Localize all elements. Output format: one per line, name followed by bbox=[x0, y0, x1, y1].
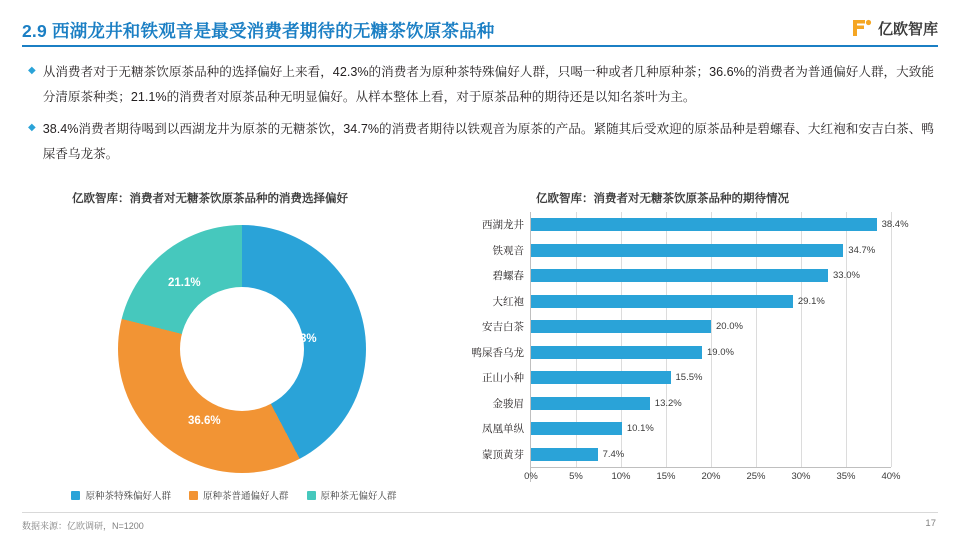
legend-swatch-icon bbox=[189, 491, 198, 500]
bar-row bbox=[482, 365, 703, 391]
grid-line bbox=[891, 212, 892, 467]
bar-value-label: 33.0% bbox=[833, 270, 860, 282]
legend-label: 原种茶特殊偏好人群 bbox=[85, 491, 171, 502]
bullet-text: 38.4%消费者期待喝到以西湖龙井为原茶的无糖茶饮，34.7%的消费者期待以铁观音为原茶的产品。紧随其后受欢迎的原茶品种是碧螺春、大红袍和安吉白茶、鸭屎香乌龙茶。 bbox=[42, 122, 934, 161]
bar bbox=[531, 218, 877, 231]
page-title: 2.9 西湖龙井和铁观音是最受消费者期待的无糖茶饮原茶品种 bbox=[22, 21, 495, 41]
page-number: 17 bbox=[925, 518, 936, 529]
footer-divider bbox=[22, 512, 938, 513]
bullet-text: 从消费者对于无糖茶饮原茶品种的选择偏好上来看，42.3%的消费者为原种茶特殊偏好人群，只喝一种或者几种原种茶；36.6%的消费者为普通偏好人群，大致能分清原茶种类；21.1%的消费者对原茶品种无明显偏好。从样本整体上看，对于原茶品种的期待还是以知名茶叶为主。 bbox=[42, 65, 934, 104]
category-label: 金骏眉 bbox=[492, 397, 524, 410]
bar-chart-title: 亿欧智库：消费者对无糖茶饮原茶品种的期待情况 bbox=[536, 193, 789, 205]
x-axis-tick-label: 5% bbox=[569, 471, 583, 482]
bar-value-label: 34.7% bbox=[848, 244, 876, 256]
bar bbox=[531, 269, 828, 282]
category-label: 鸭屎香乌龙 bbox=[471, 346, 524, 359]
donut-value-label: 21.1% bbox=[168, 277, 201, 289]
x-axis-tick-label: 0% bbox=[524, 471, 538, 482]
diamond-bullet-icon: ◆ bbox=[28, 65, 36, 76]
title-divider bbox=[22, 45, 938, 47]
category-label: 安吉白茶 bbox=[482, 321, 524, 334]
bar-row bbox=[482, 314, 743, 340]
category-label: 凤凰单纵 bbox=[482, 423, 524, 436]
bar-value-label: 15.5% bbox=[675, 372, 703, 384]
diamond-bullet-icon: ◆ bbox=[28, 122, 36, 133]
x-axis-tick-label: 10% bbox=[611, 471, 631, 482]
bar bbox=[531, 295, 793, 308]
x-axis-tick-label: 35% bbox=[836, 471, 856, 482]
bar-value-label: 13.2% bbox=[654, 397, 682, 409]
category-label: 铁观音 bbox=[492, 244, 524, 257]
category-label: 西湖龙井 bbox=[482, 219, 524, 232]
bullet-list bbox=[28, 60, 934, 174]
x-axis-tick-label: 25% bbox=[746, 471, 766, 482]
category-label: 蒙顶黄芽 bbox=[482, 448, 524, 461]
bar-row bbox=[492, 391, 682, 417]
donut-chart-title: 亿欧智库：消费者对无糖茶饮原茶品种的消费选择偏好 bbox=[72, 193, 348, 205]
donut-chart bbox=[40, 215, 440, 485]
bar bbox=[531, 371, 671, 384]
list-item bbox=[28, 117, 934, 167]
legend-label: 原种茶普通偏好人群 bbox=[202, 491, 289, 502]
logo-text: 亿欧智库 bbox=[877, 20, 938, 38]
bar bbox=[531, 397, 650, 410]
bar-row bbox=[482, 212, 909, 238]
bar bbox=[531, 244, 843, 257]
legend-item bbox=[189, 488, 289, 502]
bar-value-label: 10.1% bbox=[626, 423, 654, 435]
legend-item bbox=[307, 488, 397, 502]
brand-mark-icon bbox=[851, 17, 873, 39]
x-axis-tick-label: 20% bbox=[701, 471, 721, 482]
legend-item bbox=[71, 488, 171, 502]
category-label: 大红袍 bbox=[492, 295, 524, 308]
bar-value-label: 38.4% bbox=[881, 219, 909, 231]
x-axis-tick-label: 40% bbox=[881, 471, 901, 482]
list-item bbox=[28, 60, 934, 110]
bar-row bbox=[471, 340, 734, 366]
donut-hole bbox=[180, 287, 304, 411]
legend-label: 原种茶无偏好人群 bbox=[320, 491, 397, 502]
source-note: 数据来源：亿欧调研，N=1200 bbox=[22, 521, 144, 531]
donut-ring bbox=[118, 225, 366, 473]
bar bbox=[531, 320, 711, 333]
x-axis-tick-label: 15% bbox=[656, 471, 676, 482]
bar bbox=[531, 422, 622, 435]
x-axis bbox=[531, 467, 891, 468]
bar-row bbox=[492, 263, 860, 289]
legend-swatch-icon bbox=[307, 491, 316, 500]
bar-row bbox=[492, 238, 876, 264]
bar-chart-plot bbox=[471, 212, 909, 482]
legend-swatch-icon bbox=[71, 491, 80, 500]
category-label: 碧螺春 bbox=[492, 270, 524, 283]
bar-chart bbox=[455, 212, 925, 492]
bar-value-label: 7.4% bbox=[602, 448, 625, 460]
donut-value-label: 42.3% bbox=[284, 333, 317, 345]
donut-value-label: 36.6% bbox=[188, 415, 221, 427]
bar-value-label: 19.0% bbox=[707, 346, 734, 358]
bar-value-label: 29.1% bbox=[797, 295, 825, 307]
logo bbox=[851, 17, 938, 39]
category-label: 正山小种 bbox=[482, 372, 524, 385]
bar bbox=[531, 346, 702, 359]
donut-legend bbox=[34, 488, 434, 502]
x-axis-tick-label: 30% bbox=[791, 471, 811, 482]
bar-row bbox=[482, 416, 654, 442]
bar-row bbox=[482, 442, 625, 468]
bar-value-label: 20.0% bbox=[716, 321, 743, 333]
bar bbox=[531, 448, 598, 461]
bar-row bbox=[492, 289, 825, 315]
